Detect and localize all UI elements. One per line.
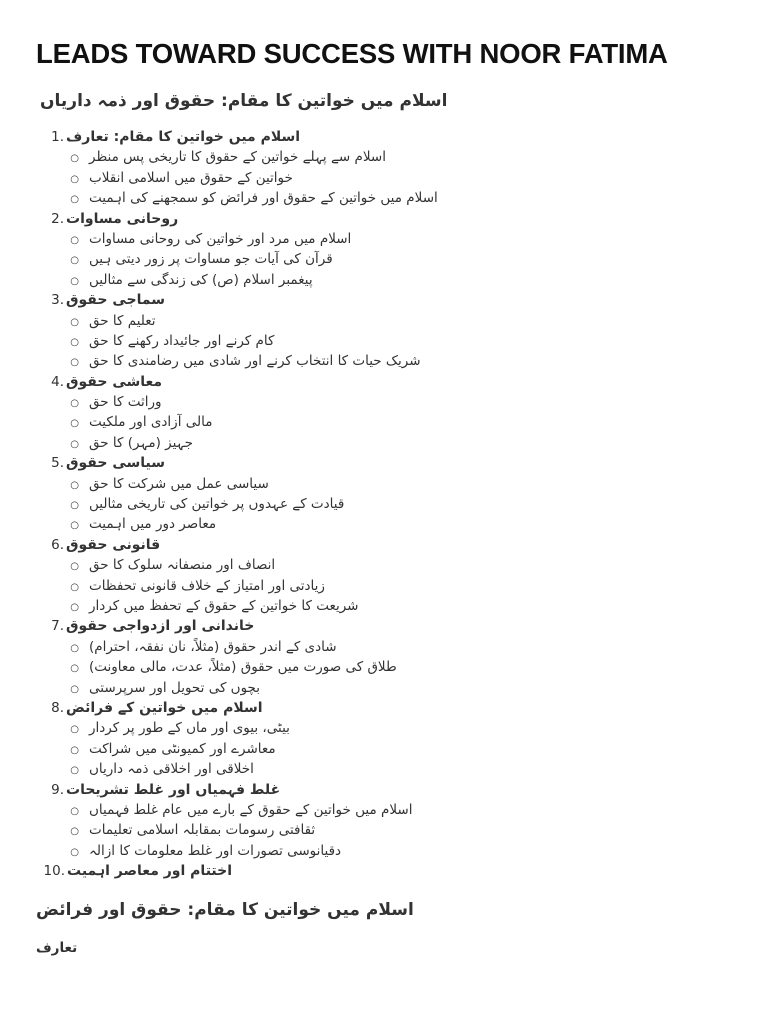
- outline-subitem: [0, 168, 768, 188]
- outline-subitem: [0, 229, 768, 249]
- section-subheading-introduction: تعارف: [36, 940, 78, 956]
- hollow-circle-bullet-icon: ○: [70, 805, 79, 817]
- outline-subitem: [0, 494, 768, 514]
- outline-heading: اسلام میں خواتین کا مقام: تعارف: [66, 129, 301, 145]
- outline-subitem-text: قرآن کی آیات جو مساوات پر زور دیتی ہیں: [89, 251, 333, 268]
- outline-subitem-text: بیٹی، بیوی اور ماں کے طور پر کردار: [89, 720, 290, 737]
- hollow-circle-bullet-icon: ○: [70, 194, 79, 206]
- outline-subitem-text: طلاق کی صورت میں حقوق (مثلاً، عدت، مالی معاونت): [89, 659, 397, 676]
- outline-sublist: [0, 718, 768, 779]
- outline-item-2: [0, 209, 768, 291]
- hollow-circle-bullet-icon: ○: [70, 336, 79, 348]
- hollow-circle-bullet-icon: ○: [70, 826, 79, 838]
- outline-item-1: [0, 127, 768, 209]
- outline-subitem: [0, 555, 768, 575]
- outline-heading: سیاسی حقوق: [66, 455, 166, 472]
- outline-subitem-text: ثقافتی رسومات بمقابلہ اسلامی تعلیمات: [89, 822, 316, 839]
- outline-subitem: [0, 841, 768, 861]
- outline-subitem: [0, 331, 768, 351]
- outline-heading: غلط فہمیاں اور غلط تشریحات: [66, 781, 281, 798]
- outline-item-3: [0, 290, 768, 372]
- outline-subitem: [0, 678, 768, 698]
- outline-subitem: [0, 270, 768, 290]
- outline-item-10: [0, 861, 768, 881]
- outline-subitem-text: سیاسی عمل میں شرکت کا حق: [89, 475, 269, 492]
- outline-sublist: [0, 229, 768, 290]
- outline-subitem-text: قیادت کے عہدوں پر خواتین کی تاریخی مثالیں: [89, 496, 345, 513]
- hollow-circle-bullet-icon: ○: [70, 601, 79, 613]
- outline-number: 2.: [51, 210, 64, 227]
- outline-sublist: [0, 392, 768, 453]
- outline-list: [0, 127, 768, 881]
- outline-number: 10.: [43, 863, 65, 880]
- outline-number: 3.: [51, 292, 64, 309]
- hollow-circle-bullet-icon: ○: [70, 357, 79, 369]
- outline-subitem-text: شادی کے اندر حقوق (مثلاً، نان نفقہ، احترام): [89, 638, 337, 655]
- outline-subitem: [0, 249, 768, 269]
- outline-subitem-text: مالی آزادی اور ملکیت: [89, 414, 213, 431]
- outline-subitem: [0, 576, 768, 596]
- outline-subitem: [0, 412, 768, 432]
- outline-subitem: [0, 718, 768, 738]
- document-subtitle: اسلام میں خواتین کا مقام: حقوق اور ذمہ داریاں: [40, 91, 448, 111]
- outline-heading: قانونی حقوق: [66, 536, 161, 553]
- outline-number: 1.: [51, 129, 64, 145]
- outline-subitem: [0, 657, 768, 677]
- outline-sublist: [0, 555, 768, 616]
- outline-number: 8.: [51, 699, 64, 716]
- outline-number: 7.: [51, 618, 64, 635]
- outline-item-8: [0, 698, 768, 780]
- outline-subitem: [0, 739, 768, 759]
- outline-subitem-text: معاشرے اور کمیونٹی میں شراکت: [89, 740, 276, 757]
- outline-subitem-text: اسلام میں مرد اور خواتین کی روحانی مساوات: [89, 230, 352, 247]
- outline-number: 9.: [51, 781, 64, 798]
- hollow-circle-bullet-icon: ○: [70, 581, 79, 593]
- hollow-circle-bullet-icon: ○: [70, 255, 79, 267]
- hollow-circle-bullet-icon: ○: [70, 561, 79, 573]
- hollow-circle-bullet-icon: ○: [70, 418, 79, 430]
- outline-subitem: [0, 820, 768, 840]
- outline-item-9: [0, 780, 768, 862]
- hollow-circle-bullet-icon: ○: [70, 398, 79, 410]
- hollow-circle-bullet-icon: ○: [70, 765, 79, 777]
- outline-number: 4.: [51, 373, 64, 390]
- outline-subitem: [0, 474, 768, 494]
- outline-subitem: [0, 147, 768, 167]
- outline-subitem-text: معاصر دور میں اہمیت: [89, 516, 217, 533]
- outline-subitem-text: بچوں کی تحویل اور سرپرستی: [89, 679, 261, 696]
- hollow-circle-bullet-icon: ○: [70, 479, 79, 491]
- hollow-circle-bullet-icon: ○: [70, 520, 79, 532]
- outline-subitem: [0, 596, 768, 616]
- outline-subitem: [0, 637, 768, 657]
- outline-subitem-text: خواتین کے حقوق میں اسلامی انقلاب: [89, 169, 293, 186]
- outline-subitem-text: شریک حیات کا انتخاب کرنے اور شادی میں رضامندی کا حق: [89, 353, 421, 370]
- outline-subitem: [0, 800, 768, 820]
- hollow-circle-bullet-icon: ○: [70, 316, 79, 328]
- hollow-circle-bullet-icon: ○: [70, 846, 79, 858]
- hollow-circle-bullet-icon: ○: [70, 663, 79, 675]
- outline-subitem: [0, 433, 768, 453]
- hollow-circle-bullet-icon: ○: [70, 275, 79, 287]
- outline-subitem: [0, 311, 768, 331]
- outline-subitem-text: دقیانوسی تصورات اور غلط معلومات کا ازالہ: [89, 842, 342, 859]
- document-title: LEADS TOWARD SUCCESS WITH NOOR FATIMA: [36, 38, 668, 69]
- outline-subitem-text: اخلاقی اور اخلاقی ذمہ داریاں: [89, 761, 254, 778]
- outline-subitem-text: اسلام میں خواتین کے حقوق اور فرائض کو سمجھنے کی اہمیت: [89, 190, 438, 207]
- outline-item-4: [0, 372, 768, 454]
- outline-item-7: [0, 616, 768, 698]
- outline-heading: خاندانی اور ازدواجی حقوق: [66, 618, 255, 635]
- hollow-circle-bullet-icon: ○: [70, 234, 79, 246]
- outline-subitem: [0, 351, 768, 371]
- outline-sublist: [0, 147, 768, 208]
- outline-item-5: [0, 453, 768, 535]
- outline-subitem-text: زیادتی اور امتیاز کے خلاف قانونی تحفظات: [89, 577, 325, 594]
- outline-subitem-text: وراثت کا حق: [89, 394, 162, 411]
- outline-subitem: [0, 759, 768, 779]
- outline-subitem-text: اسلام سے پہلے خواتین کے حقوق کا تاریخی پس منظر: [89, 149, 386, 166]
- outline-heading: سماجی حقوق: [66, 292, 165, 309]
- outline-subitem-text: انصاف اور منصفانہ سلوک کا حق: [89, 557, 276, 574]
- outline-heading: معاشی حقوق: [66, 373, 163, 390]
- outline-subitem-text: جہیز (مہر) کا حق: [89, 434, 193, 451]
- outline-item-6: [0, 535, 768, 617]
- outline-subitem-text: کام کرنے اور جائیداد رکھنے کا حق: [89, 332, 275, 349]
- outline-sublist: [0, 474, 768, 535]
- hollow-circle-bullet-icon: ○: [70, 500, 79, 512]
- outline-heading: اختتام اور معاصر اہمیت: [67, 863, 233, 880]
- outline-subitem: [0, 514, 768, 534]
- outline-heading: اسلام میں خواتین کے فرائض: [66, 699, 263, 716]
- outline-sublist: [0, 637, 768, 698]
- hollow-circle-bullet-icon: ○: [70, 438, 79, 450]
- hollow-circle-bullet-icon: ○: [70, 683, 79, 695]
- hollow-circle-bullet-icon: ○: [70, 173, 79, 185]
- hollow-circle-bullet-icon: ○: [70, 724, 79, 736]
- outline-heading: روحانی مساوات: [66, 210, 179, 227]
- hollow-circle-bullet-icon: ○: [70, 744, 79, 756]
- outline-subitem: [0, 188, 768, 208]
- outline-subitem-text: پیغمبر اسلام (ص) کی زندگی سے مثالیں: [89, 271, 313, 288]
- outline-number: 5.: [51, 455, 64, 472]
- outline-subitem-text: تعلیم کا حق: [89, 312, 156, 329]
- outline-subitem: [0, 392, 768, 412]
- outline-sublist: [0, 311, 768, 372]
- outline-number: 6.: [51, 536, 64, 553]
- section-heading: اسلام میں خواتین کا مقام: حقوق اور فرائض: [36, 900, 414, 920]
- hollow-circle-bullet-icon: ○: [70, 642, 79, 654]
- outline-subitem-text: شریعت کا خواتین کے حقوق کے تحفظ میں کردار: [89, 597, 359, 614]
- hollow-circle-bullet-icon: ○: [70, 153, 79, 165]
- outline-sublist: [0, 800, 768, 861]
- outline-subitem-text: اسلام میں خواتین کے حقوق کے بارے میں عام غلط فہمیاں: [89, 801, 413, 818]
